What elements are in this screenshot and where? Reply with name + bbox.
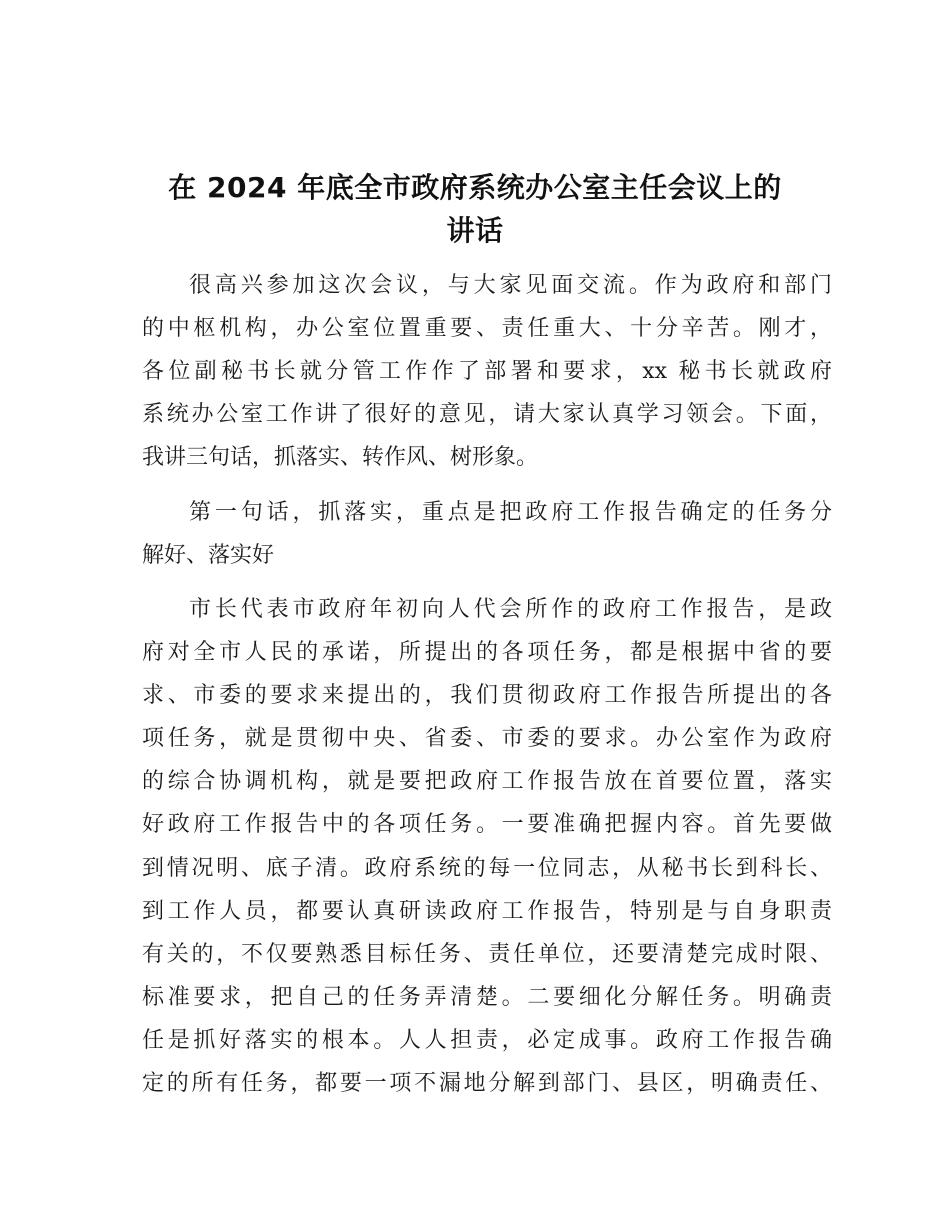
text-line: 项任务，就是贯彻中央、省委、市委的要求。办公室作为政府 [142,726,832,752]
paragraph-heading-1 [142,491,832,577]
document-title [100,166,850,252]
text-line: 解好、落实好 [142,543,275,569]
text-line: 我讲三句话，抓落实、转作风、树形象。 [142,445,539,471]
title-line: 讲话 [446,214,504,247]
text-line: 各位副秘书长就分管工作作了部署和要求，xx 秘书长就政府 [142,359,832,385]
text-line: 第一句话，抓落实，重点是把政府工作报告确定的任务分 [189,500,832,525]
text-line: 标准要求，把自己的任务弄清楚。二要细化分解任务。明确责 [142,984,832,1010]
text-line: 的综合协调机构，就是要把政府工作报告放在首要位置，落实 [142,769,832,795]
text-line: 的中枢机构，办公室位置重要、责任重大、十分辛苦。刚才， [142,316,832,342]
text-line: 到情况明、底子清。政府系统的每一位同志，从秘书长到科长、 [142,855,832,881]
text-line: 很高兴参加这次会议，与大家见面交流。作为政府和部门 [189,273,832,298]
paragraph-body-1 [142,588,832,1105]
text-line: 系统办公室工作讲了很好的意见，请大家认真学习领会。下面， [142,402,832,428]
text-line: 求、市委的要求来提出的，我们贯彻政府工作报告所提出的各 [142,683,832,709]
paragraph-intro [142,264,832,479]
text-line: 府对全市人民的承诺，所提出的各项任务，都是根据中省的要 [142,640,832,666]
text-line: 市长代表市政府年初向人代会所作的政府工作报告，是政 [189,597,832,622]
title-line: 在 2024 年底全市政府系统办公室主任会议上的 [168,171,782,204]
text-line: 有关的，不仅要熟悉目标任务、责任单位，还要清楚完成时限、 [142,941,832,967]
text-line: 好政府工作报告中的各项任务。一要准确把握内容。首先要做 [142,812,832,838]
text-line: 定的所有任务，都要一项不漏地分解到部门、县区，明确责任、 [142,1071,832,1097]
text-line: 任是抓好落实的根本。人人担责，必定成事。政府工作报告确 [142,1027,832,1053]
text-line: 到工作人员，都要认真研读政府工作报告，特别是与自身职责 [142,898,832,924]
